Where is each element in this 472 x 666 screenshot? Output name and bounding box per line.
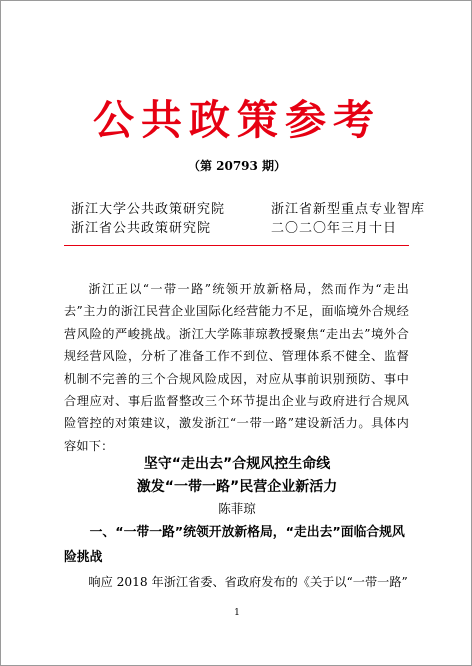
author-name: 陈菲琼 <box>218 501 256 516</box>
org-right-1: 浙江省新型重点专业智库 <box>271 202 426 217</box>
intro-text: 浙江正以“一带一路”统领开放新格局，然而作为“走出去”主力的浙江民营企业国际化经营能力不足，面临境外合规经营风险的严峻挑战。浙江大学陈菲琼教授聚焦“走出去”境外合规经营风险，分析了准备工作不到位、管理体系不健全、监督机制不完善的三个合规风险成因，对应从事前识别预防、事中合理应对、事后监督整改三个环节提出企业与政府进行合规风险管控的对策建议，激发浙江“一带一路”建设新活力。具体内容如下： <box>64 282 409 453</box>
publication-date: 二〇二〇年三月十日 <box>271 221 398 236</box>
section-heading <box>64 520 409 570</box>
article-heading-1: 坚守“走出去”合规风控生命线 <box>143 456 331 472</box>
page-number: 1 <box>234 608 240 618</box>
section-heading-text: 一、“一带一路”统领开放新格局，“走出去”面临合规风险挑战 <box>64 525 405 565</box>
body-paragraph: 响应 2018 年浙江省委、省政府发布的《关于以“一带一路” <box>88 575 408 589</box>
red-divider <box>64 245 409 246</box>
org-left-2: 浙江省公共政策研究院 <box>71 221 212 236</box>
org-left-1: 浙江大学公共政策研究院 <box>71 202 226 217</box>
issue-number: （第 20793 期） <box>187 159 287 173</box>
article-heading-2: 激发“一带一路”民营企业新活力 <box>136 479 338 495</box>
publication-title: 公共政策参考 <box>93 96 381 144</box>
intro-paragraph <box>64 278 409 457</box>
